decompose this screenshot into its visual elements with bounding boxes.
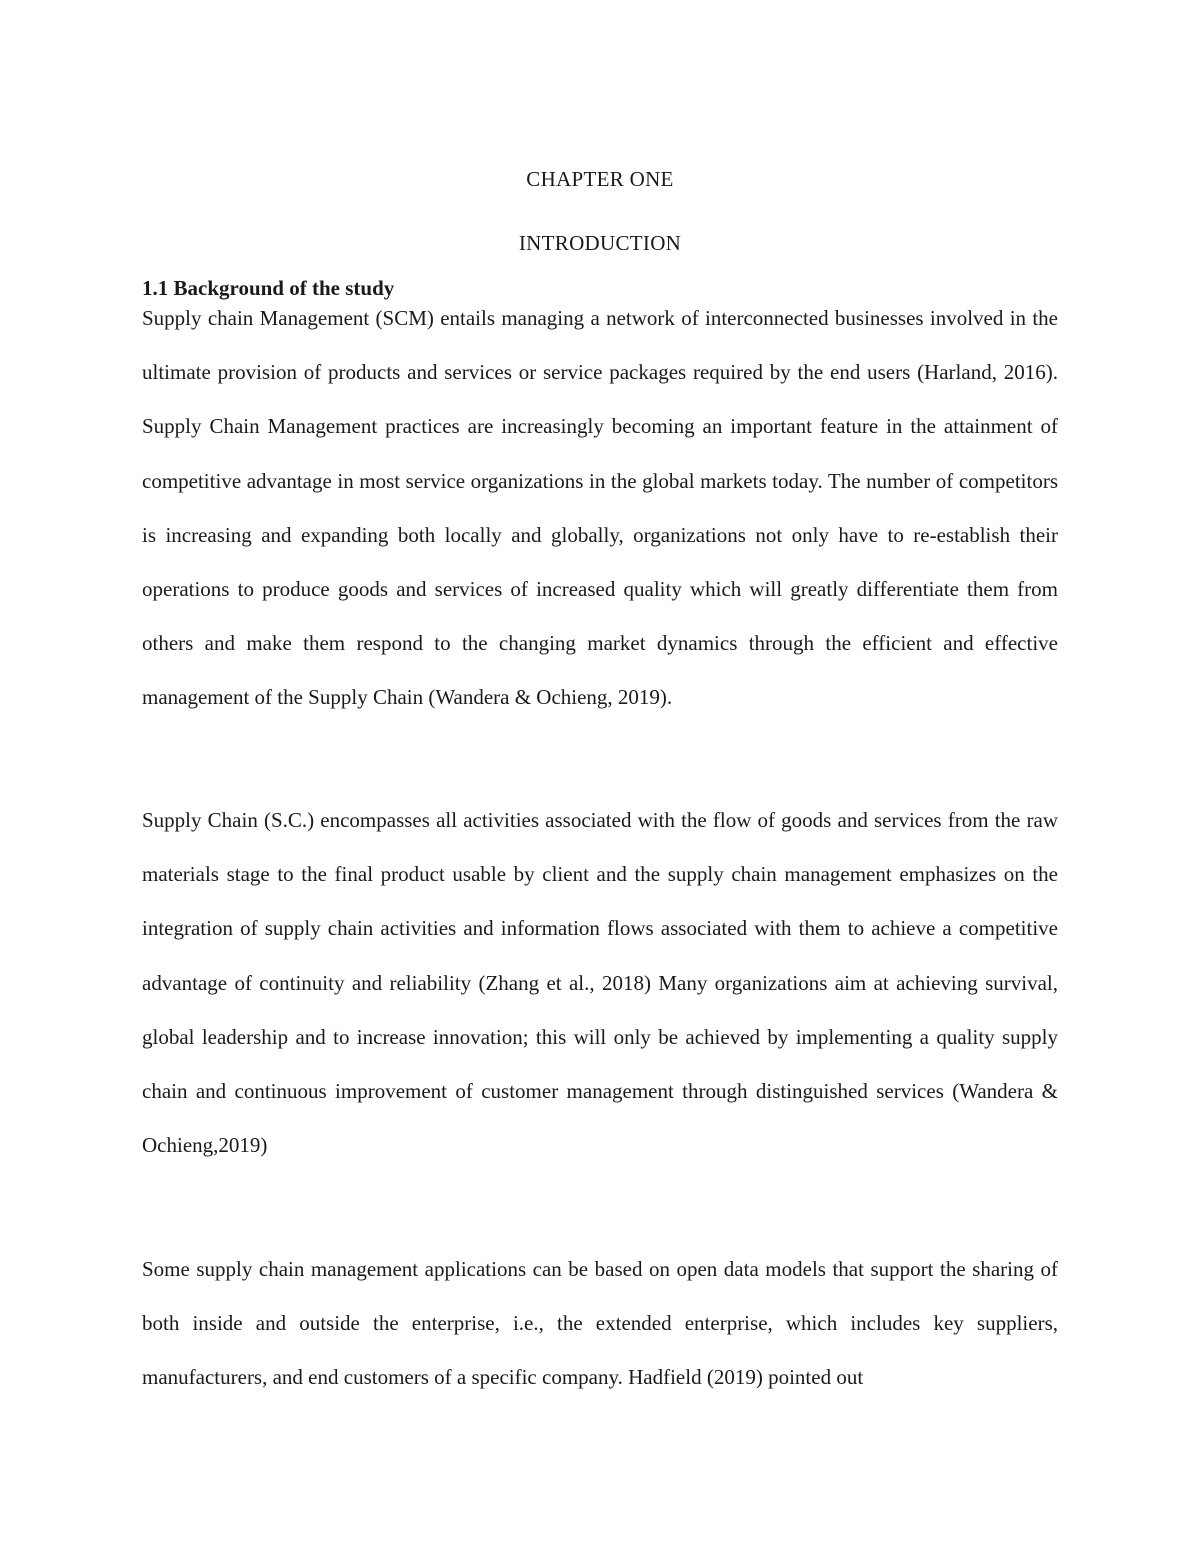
chapter-heading: CHAPTER ONE — [526, 167, 674, 191]
paragraph-1: Supply chain Management (SCM) entails managing a network of interconnected businesses involved in the ultimate provision of products and services or service packages required by the end users (Harland, 2016). Supply Chain Management practices are increasingly becoming an important feature in the attainment of competitive advantage in most service organizations in the global markets today. The number of competitors is increasing and expanding both locally and globally, organizations not only have to re-establish their operations to produce goods and services of increased quality which will greatly differentiate them from others and make them respond to the changing market dynamics through the efficient and effective management of the Supply Chain (Wandera & Ochieng, 2019). — [142, 306, 1058, 710]
paragraph-2: Supply Chain (S.C.) encompasses all activities associated with the flow of goods and services from the raw materials stage to the final product usable by client and the supply chain management emphasizes on the integration of supply chain activities and information flows associated with them to achieve a competitive advantage of continuity and reliability (Zhang et al., 2018) Many organizations aim at achieving survival, global leadership and to increase innovation; this will only be achieved by implementing a quality supply chain and continuous improvement of customer management through distinguished services (Wandera & Ochieng,2019) — [142, 808, 1058, 1158]
introduction-heading: INTRODUCTION — [518, 231, 682, 255]
section-heading: 1.1 Background of the study — [142, 276, 395, 300]
paragraph-3: Some supply chain management applications can be based on open data models that support the sharing of both inside and outside the enterprise, i.e., the extended enterprise, which includes key suppliers, manufacturers, and end customers of a specific company. Hadfield (2019) pointed out — [142, 1257, 1058, 1390]
